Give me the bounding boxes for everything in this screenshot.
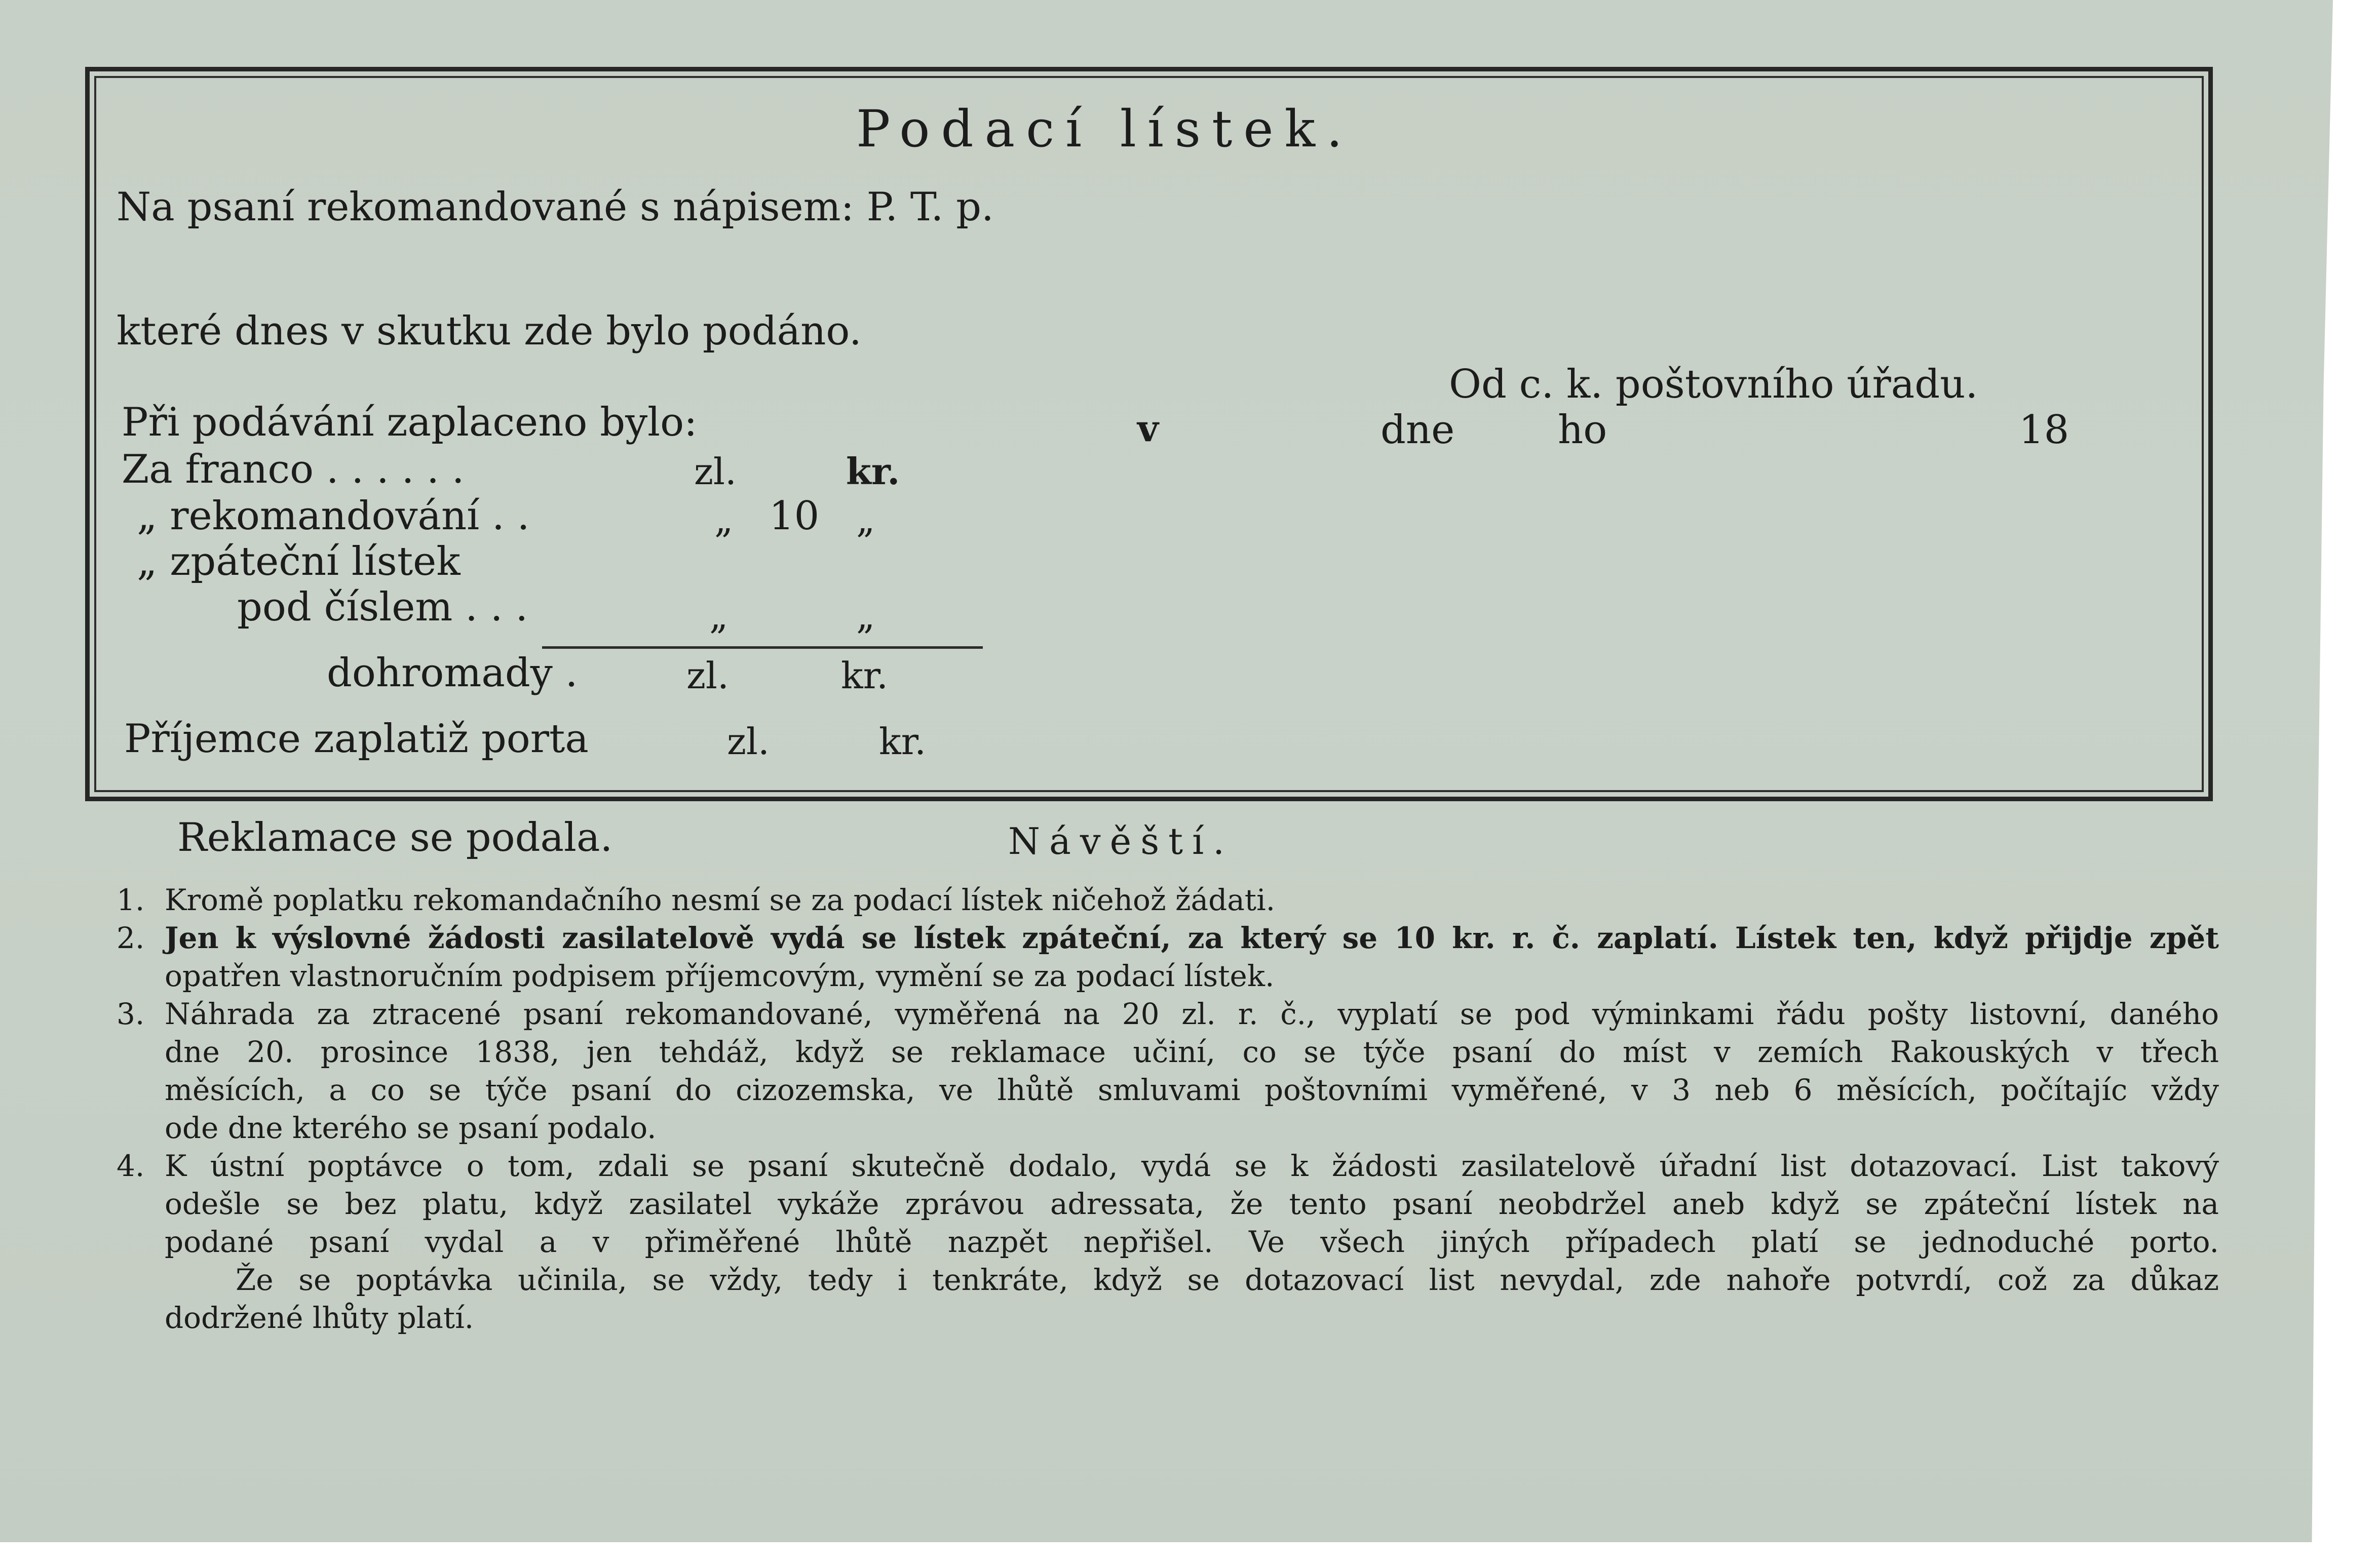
notice-line: odešle se bez platu, když zasilatel vykáže zprávou adressata, že tento psaní neobdržel aneb když se zpáteční lístek na [165, 1187, 2219, 1221]
notice-number: 2. [117, 921, 145, 955]
row-franco: Za franco . . . . . . [122, 447, 465, 492]
row-recommended-mark2: „ [856, 498, 875, 541]
row-recipient-porto: Příjemce zaplatiž porta [124, 716, 589, 762]
row-number-mark: „ [709, 595, 729, 637]
row-recommended: „ rekomandování . . [137, 493, 530, 539]
row-number-mark2: „ [856, 595, 875, 637]
row-franco-kr: kr. [846, 450, 900, 493]
notice-number: 3. [117, 997, 145, 1031]
row-recommended-mark: „ [714, 498, 734, 541]
row-number: pod číslem . . . [237, 584, 528, 630]
office-dne: dne [1381, 407, 1455, 453]
row-recipient-kr: kr. [879, 720, 927, 763]
row-total: dohromady . [327, 650, 578, 696]
notice-line: Jen k výslovné žádosti zasilatelově vydá se lístek zpáteční, za který se 10 kr. r. č. zaplatí. Lístek ten, když přijdje zpět [165, 921, 2219, 955]
row-return-slip: „ zpáteční lístek [137, 539, 461, 584]
notice-line: opatřen vlastnoručním podpisem příjemcovým, vymění se za podací lístek. [165, 959, 1275, 993]
row-recommended-value: 10 [769, 493, 820, 539]
notice-number: 4. [117, 1149, 145, 1183]
office-heading: Od c. k. poštovního úřadu. [1449, 362, 1978, 407]
notice-line: Kromě poplatku rekomandačního nesmí se za podací lístek ničehož žádati. [165, 883, 1276, 917]
notice-line: Náhrada za ztracené psaní rekomandované, vyměřená na 20 zl. r. č., vyplatí se pod výminkami řádu pošty listovní, daného [165, 997, 2219, 1031]
row-total-zl: zl. [686, 654, 729, 697]
paid-heading: Při podávání zaplaceno bylo: [122, 400, 698, 445]
submitted-line: které dnes v skutku zde bylo podáno. [117, 308, 862, 354]
notice-line: měsících, a co se týče psaní do cizozemska, ve lhůtě smluvami poštovními vyměřené, v 3 neb 6 měsících, počítajíc vždy [165, 1073, 2219, 1107]
row-total-kr: kr. [841, 654, 889, 697]
notice-line: Že se poptávka učinila, se vždy, tedy i tenkráte, když se dotazovací list nevydal, zde nahoře potvrdí, což za důkaz [236, 1263, 2219, 1297]
notice-line: dodržené lhůty platí. [165, 1301, 474, 1335]
office-ho: ho [1558, 407, 1607, 453]
row-recipient-zl: zl. [727, 720, 770, 763]
form-title: Podací lístek. [856, 99, 1354, 159]
notice-line: dne 20. prosince 1838, jen tehdáž, když se reklamace učiní, co se týče psaní do míst v zemích Rakouských v třech [165, 1035, 2219, 1069]
notice-heading: Návěští. [1008, 820, 1234, 863]
notice-line: K ústní poptávce o tom, zdali se psaní skutečně dodalo, vydá se k žádosti zasilatelově úřadní list dotazovací. List takový [165, 1149, 2219, 1183]
recommended-line: Na psaní rekomandované s nápisem: P. T. p. [117, 184, 994, 230]
notice-number: 1. [117, 883, 145, 917]
notice-line: ode dne kterého se psaní podalo. [165, 1111, 657, 1145]
office-v: v [1137, 407, 1159, 450]
notice-line: podané psaní vydal a v přiměřené lhůtě nazpět nepřišel. Ve všech jiných případech platí se jednoduché porto. [165, 1225, 2219, 1259]
sum-rule [542, 646, 983, 649]
reclamation-label: Reklamace se podala. [177, 815, 613, 860]
office-year: 18 [2019, 407, 2069, 453]
row-franco-zl: zl. [694, 450, 737, 493]
